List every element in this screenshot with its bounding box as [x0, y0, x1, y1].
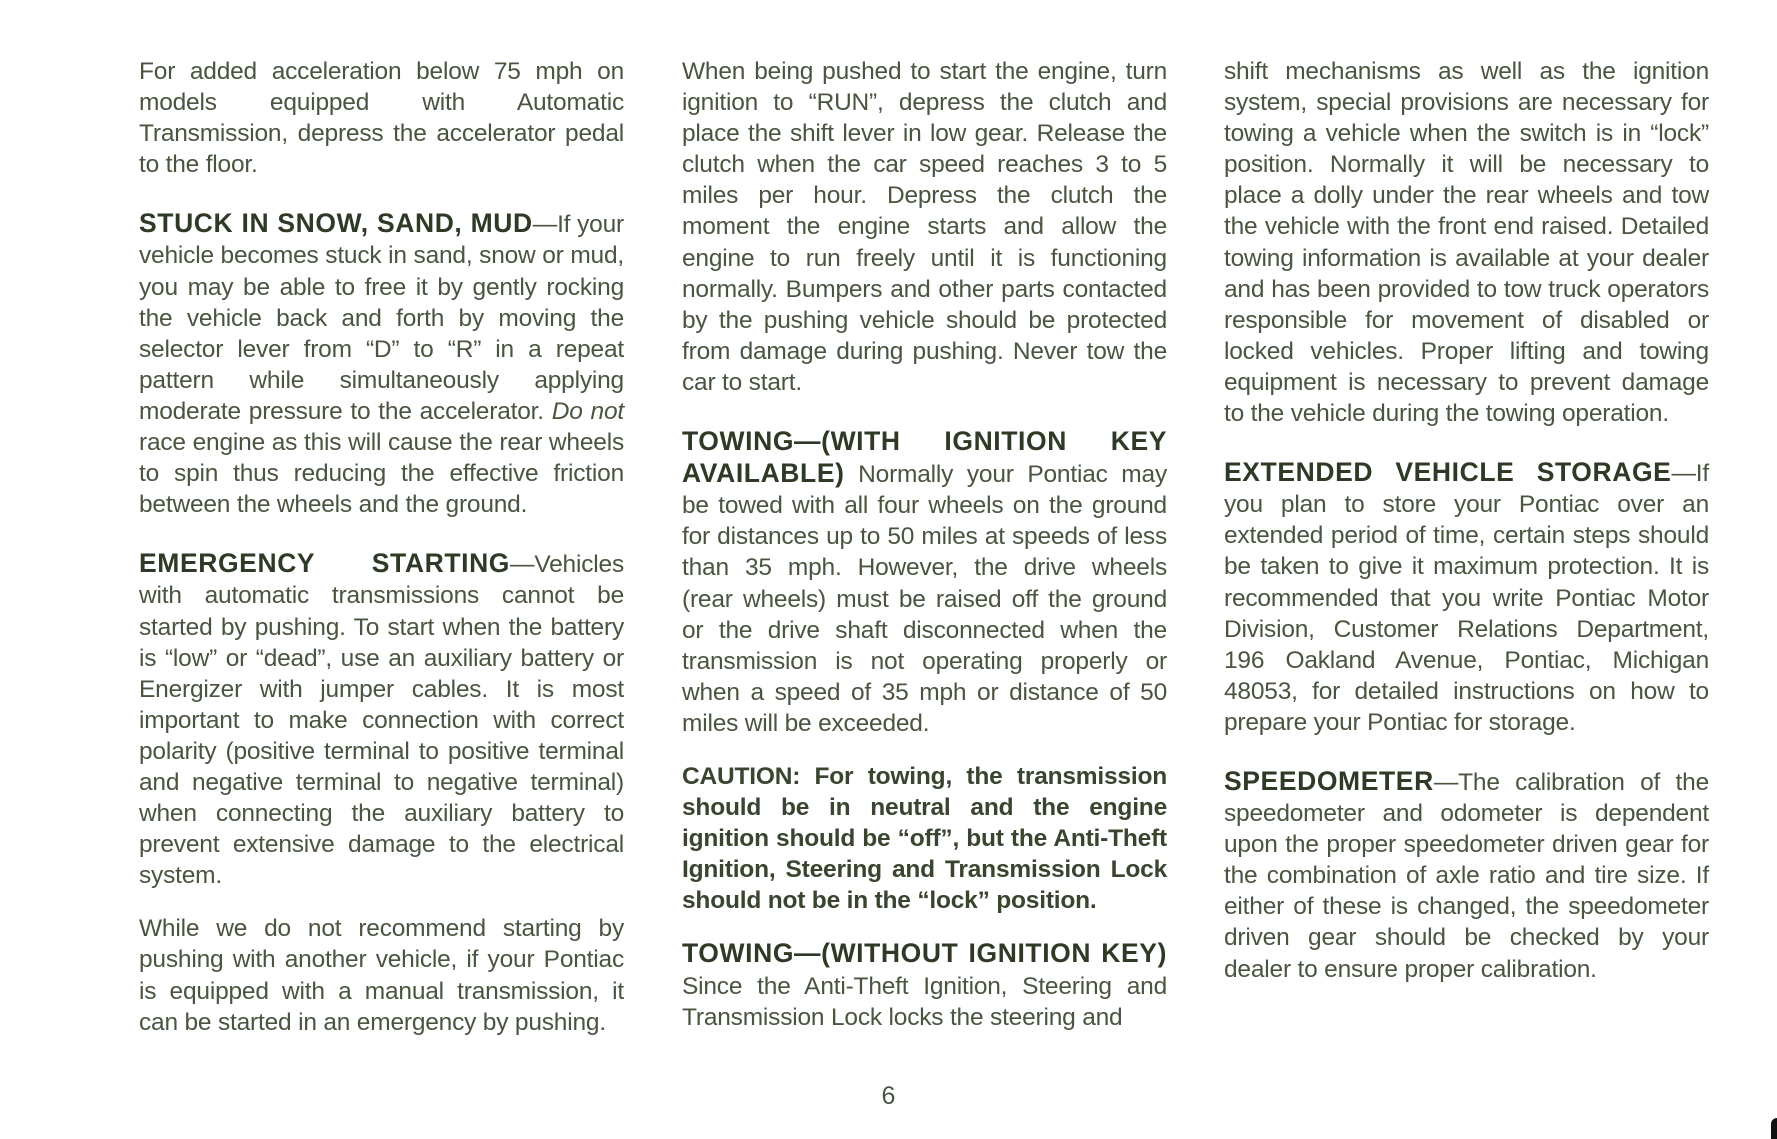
paragraph-text: Normally your Pontiac may be towed with all four wheels on the ground for distances up to 50 miles at speeds of less than 35 mph. However, the drive wheels (rear wheels) must be raised off the ground or the drive shaft disconnected when the transmission is not operating properly or when a speed of 35 mph or distance of 50 miles will be exceeded. [682, 461, 1167, 737]
section-heading: TOWING—(WITHOUT IGNITION KEY) [682, 938, 1167, 969]
caution-note [682, 761, 1167, 916]
caution-text: CAUTION: For towing, the transmission should be in neutral and the engine ignition should be “off”, but the Anti-Theft Ignition, Steering and Transmission Lock should not be in the “lock” position. [682, 762, 1167, 915]
paragraph-acceleration [139, 56, 624, 180]
paragraph-text: The calibration of the speedometer and odometer is dependent upon the proper speedometer driven gear for the combination of axle ratio and tire size. If either of these is changed, the speedometer driven gear should be checked by your dealer to ensure proper calibration. [1224, 768, 1709, 983]
section-emergency-starting [139, 548, 624, 891]
section-towing-without-key [682, 938, 1167, 1032]
em-dash: — [1433, 768, 1459, 796]
paragraph-text: When being pushed to start the engine, turn ignition to “RUN”, depress the clutch and place the shift lever in low gear. Release the clutch when the car speed reaches 3 to 5 miles per hour. Depress the clutch the moment the engine starts and allow the engine to run freely until it is functioning normally. Bumpers and other parts contacted by the pushing vehicle should be protected from damage during pushing. Never tow the car to start. [682, 58, 1167, 396]
paragraph-text: Vehicles with automatic transmissions cannot be started by pushing. To start when the battery is “low” or “dead”, use an auxiliary battery or Energizer with jumper cables. It is most important to make connection with correct polarity (positive terminal to positive terminal and negative terminal to negative terminal) when connecting the auxiliary battery to prevent extensive damage to the electrical system. [139, 551, 624, 890]
em-dash: — [532, 211, 558, 239]
column-left [139, 56, 624, 1038]
paragraph-text: Since the Anti-Theft Ignition, Steering and Transmission Lock locks the steering and [682, 972, 1167, 1031]
section-heading: STUCK IN SNOW, SAND, MUD [139, 208, 533, 239]
paragraph-towing-continued [1224, 56, 1709, 429]
section-extended-storage [1224, 457, 1709, 738]
section-heading: SPEEDOMETER [1224, 765, 1434, 796]
section-speedometer [1224, 766, 1709, 985]
paragraph-text: While we do not recommend starting by pushing with another vehicle, if your Pontiac is equipped with a manual transmission, it can be started in an emergency by pushing. [139, 915, 624, 1036]
scan-edge-mark [1771, 1118, 1777, 1139]
column-right [1224, 56, 1709, 985]
section-heading: TOWING—(WITH IGNITION KEY AVAILABLE) [682, 426, 1167, 489]
column-middle [682, 56, 1167, 1033]
section-towing-with-key [682, 426, 1167, 739]
paragraph-text: shift mechanisms as well as the ignition system, special provisions are necessary for towing a vehicle when the switch is in “lock” position. Normally it will be necessary to place a dolly under the rear wheels and tow the vehicle with the front end raised. Detailed towing information is available at your dealer and has been provided to tow truck operators responsible for movement of disabled or locked vehicles. Proper lifting and towing equipment is necessary to prevent damage to the vehicle during the towing operation. [1224, 58, 1709, 428]
italic-emphasis: Do not [551, 397, 625, 425]
paragraph-text: If your vehicle becomes stuck in sand, snow or mud, you may be able to free it by gently rocking the vehicle back and forth by moving the selector lever from “D” to “R” in a repeat pattern while simultaneously applying moderate pressure to the accelerator. [139, 211, 624, 425]
em-dash: — [510, 551, 535, 579]
section-stuck-in-snow [139, 208, 624, 520]
em-dash: — [1671, 460, 1696, 488]
paragraph-text: For added acceleration below 75 mph on models equipped with Automatic Transmission, depress the accelerator pedal to the floor. [139, 58, 624, 179]
paragraph-push-start [682, 56, 1167, 398]
section-heading: EMERGENCY STARTING [139, 548, 511, 579]
page-number: 6 [881, 1082, 896, 1110]
paragraph-text: If you plan to store your Pontiac over an extended period of time, certain steps should be taken to give it maximum protection. It is recommended that you write Pontiac Motor Division, Customer Relations Department, 196 Oakland Avenue, Pontiac, Michigan 48053, for detailed instructions on how to prepare your Pontiac for storage. [1224, 460, 1709, 736]
paragraph-manual-transmission-push [139, 913, 624, 1037]
paragraph-text-continued: race engine as this will cause the rear wheels to spin thus reducing the effective friction between the wheels and the ground. [139, 429, 624, 519]
section-heading: EXTENDED VEHICLE STORAGE [1224, 457, 1672, 488]
